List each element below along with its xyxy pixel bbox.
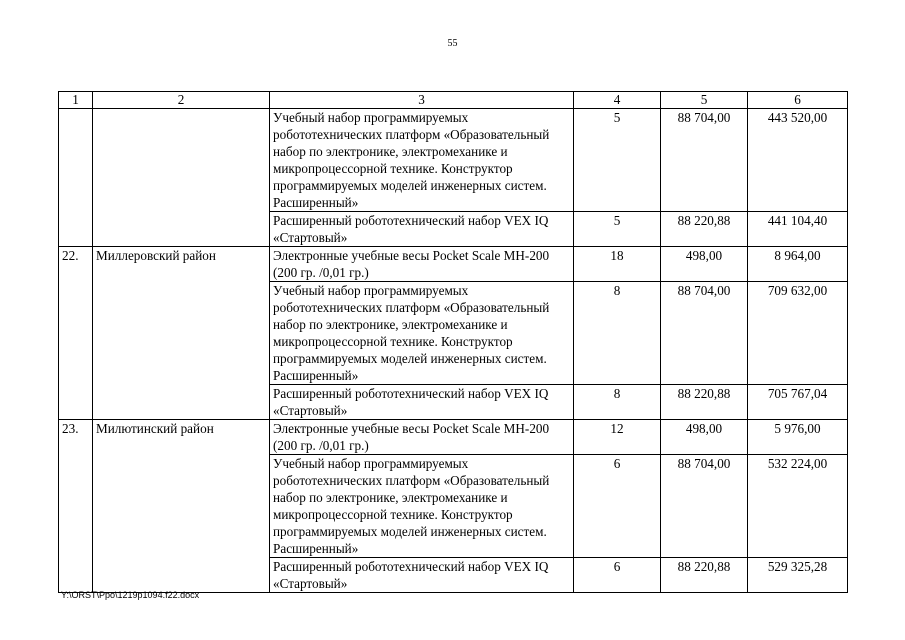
quantity-cell: 18 bbox=[574, 247, 661, 282]
item-cell: Расширенный робототехнический набор VEX IQ «Стартовый» bbox=[270, 385, 574, 420]
district-cell: Милютинский район bbox=[93, 420, 270, 593]
price-cell: 88 220,88 bbox=[661, 212, 748, 247]
total-cell: 529 325,28 bbox=[748, 558, 848, 593]
quantity-cell: 8 bbox=[574, 385, 661, 420]
price-cell: 88 220,88 bbox=[661, 385, 748, 420]
quantity-cell: 8 bbox=[574, 282, 661, 385]
total-cell: 709 632,00 bbox=[748, 282, 848, 385]
item-cell: Учебный набор программируемых робототехнических платформ «Образовательный набор по электронике, электромеханике и микропроцессорной технике. Конструктор программируемых моделей инженерных систем. Расширенный» bbox=[270, 109, 574, 212]
row-number-cell: 23. bbox=[59, 420, 93, 593]
item-cell: Расширенный робототехнический набор VEX IQ «Стартовый» bbox=[270, 558, 574, 593]
price-cell: 88 220,88 bbox=[661, 558, 748, 593]
item-cell: Учебный набор программируемых робототехнических платформ «Образовательный набор по электронике, электромеханике и микропроцессорной технике. Конструктор программируемых моделей инженерных систем. Расширенный» bbox=[270, 455, 574, 558]
total-cell: 441 104,40 bbox=[748, 212, 848, 247]
item-cell: Электронные учебные весы Pocket Scale MH-200 (200 гр. /0,01 гр.) bbox=[270, 247, 574, 282]
total-cell: 5 976,00 bbox=[748, 420, 848, 455]
table-header-row bbox=[59, 92, 848, 109]
row-number-cell: 22. bbox=[59, 247, 93, 420]
quantity-cell: 5 bbox=[574, 109, 661, 212]
total-cell: 705 767,04 bbox=[748, 385, 848, 420]
total-cell: 8 964,00 bbox=[748, 247, 848, 282]
quantity-cell: 5 bbox=[574, 212, 661, 247]
header-col-1: 1 bbox=[59, 92, 93, 109]
total-cell: 443 520,00 bbox=[748, 109, 848, 212]
item-cell: Электронные учебные весы Pocket Scale MH-200 (200 гр. /0,01 гр.) bbox=[270, 420, 574, 455]
header-col-2: 2 bbox=[93, 92, 270, 109]
header-col-6: 6 bbox=[748, 92, 848, 109]
price-cell: 88 704,00 bbox=[661, 455, 748, 558]
item-cell: Расширенный робототехнический набор VEX IQ «Стартовый» bbox=[270, 212, 574, 247]
quantity-cell: 12 bbox=[574, 420, 661, 455]
page-number: 55 bbox=[447, 38, 458, 49]
header-col-5: 5 bbox=[661, 92, 748, 109]
table-row bbox=[59, 247, 848, 282]
procurement-table bbox=[58, 91, 848, 593]
item-cell: Учебный набор программируемых робототехнических платформ «Образовательный набор по электронике, электромеханике и микропроцессорной технике. Конструктор программируемых моделей инженерных систем. Расширенный» bbox=[270, 282, 574, 385]
header-col-3: 3 bbox=[270, 92, 574, 109]
quantity-cell: 6 bbox=[574, 558, 661, 593]
header-col-4: 4 bbox=[574, 92, 661, 109]
price-cell: 498,00 bbox=[661, 247, 748, 282]
table-row bbox=[59, 109, 848, 212]
total-cell: 532 224,00 bbox=[748, 455, 848, 558]
price-cell: 88 704,00 bbox=[661, 109, 748, 212]
footer-file-path: Y:\ORST\Ppo\1219p1094.f22.docx bbox=[61, 590, 200, 600]
table-row bbox=[59, 420, 848, 455]
row-number-cell bbox=[59, 109, 93, 247]
price-cell: 498,00 bbox=[661, 420, 748, 455]
quantity-cell: 6 bbox=[574, 455, 661, 558]
district-cell: Миллеровский район bbox=[93, 247, 270, 420]
district-cell bbox=[93, 109, 270, 247]
price-cell: 88 704,00 bbox=[661, 282, 748, 385]
